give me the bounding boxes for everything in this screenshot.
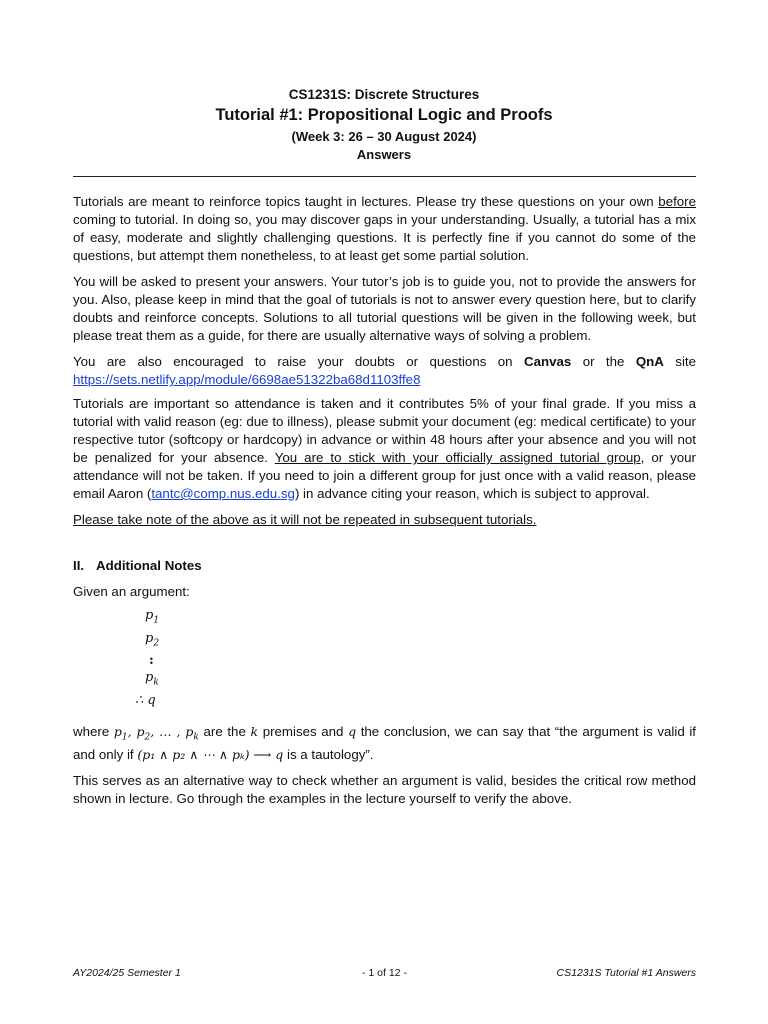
canvas-label: Canvas bbox=[523, 354, 572, 369]
footer-semester: AY2024/25 Semester 1 bbox=[73, 967, 181, 979]
attendance-text-a: Tutorials are important so attendance is taken and it contributes 5% of your final grade. If you miss a tutorial with valid reason (eg: due to illness), please submit your document (eg: medical certificate) to your respective tutor (softcopy or hardcopy) in advance or within 48 hours after your absence and you will not be penalized for your absence. bbox=[73, 396, 696, 465]
premises-list: $p_1$, $p_2$, … , $p_k$ bbox=[113, 723, 199, 743]
doubts-paragraph bbox=[73, 353, 696, 389]
intro-paragraph bbox=[73, 193, 696, 265]
answers-label: Answers bbox=[356, 147, 412, 162]
doubts-text-c: site bbox=[663, 354, 697, 369]
attendance-text-b: , or your attendance will not be taken. If you need to join a different group for just once with a valid reason, please email Aaron ( bbox=[73, 450, 696, 501]
document-header bbox=[0, 86, 768, 163]
doubts-text-b: or the bbox=[571, 354, 636, 369]
q-variable: q bbox=[348, 723, 357, 739]
week-label: (Week 3: 26 – 30 August 2024) bbox=[291, 129, 477, 144]
argument-conclusion: ∴ q bbox=[135, 692, 156, 708]
tutorial-title: Tutorial #1: Propositional Logic and Proofs bbox=[215, 106, 553, 124]
course-title: CS1231S: Discrete Structures bbox=[288, 87, 480, 102]
footer-page-number: - 1 of 12 - bbox=[362, 967, 407, 979]
present-answers-paragraph: You will be asked to present your answers. Your tutor’s job is to guide you, not to provide the answers for you. Also, please keep in mind that the goal of tutorials is not to answer every question here, but to clarify doubts and reinforce concepts. Solutions to all tutorial questions will be given in the following week, but please treat them as a guide, for there are usually alternative ways of solving a problem. bbox=[73, 274, 696, 343]
document-body bbox=[73, 193, 696, 816]
intro-text-b: coming to tutorial. In doing so, you may discover gaps in your understanding. Usually, a tutorial has a mix of easy, moderate and slightly challenging questions. It is perfectly fine if you cannot do some of the questions, but attempt them nonetheless, to at least get some partial solution. bbox=[73, 212, 696, 263]
premise-k: $p_k$ bbox=[145, 670, 159, 688]
k-variable: k bbox=[250, 723, 259, 739]
header-divider bbox=[73, 176, 696, 177]
tautology-formula: (p₁ ∧ p₂ ∧ ⋯ ∧ pₖ) ⟶ q bbox=[137, 747, 284, 763]
alternative-method-paragraph: This serves as an alternative way to check whether an argument is valid, besides the critical row method shown in lecture. Go through the examples in the lecture yourself to verify the above. bbox=[73, 773, 696, 807]
validity-paragraph: where $p_1$, $p_2$, … , $p_k$ are the k premises and q the conclusion, we can say that “the argument is valid if and only if (p₁ ∧ p₂ ∧ ⋯ ∧ pₖ) ⟶ q is a tautology”. bbox=[73, 723, 696, 763]
intro-underlined-before: before bbox=[658, 194, 696, 209]
qna-site-link[interactable]: https://sets.netlify.app/module/6698ae51322ba68d1103ffe8 bbox=[73, 372, 421, 387]
footer-doc-title: CS1231S Tutorial #1 Answers bbox=[556, 967, 696, 979]
intro-text-a: Tutorials are meant to reinforce topics taught in lectures. Please try these questions on your own bbox=[73, 194, 659, 209]
premise-1: $p_1$ bbox=[145, 608, 160, 626]
note-paragraph: Please take note of the above as it will not be repeated in subsequent tutorials. bbox=[73, 512, 537, 527]
section-number: II. bbox=[73, 558, 85, 573]
premise-2: $p_2$ bbox=[145, 630, 160, 649]
section-title: Additional Notes bbox=[96, 558, 202, 573]
qna-label: QnA bbox=[635, 354, 664, 369]
given-argument-text: Given an argument: bbox=[73, 584, 190, 599]
attendance-text-c: ) in advance citing your reason, which is subject to approval. bbox=[294, 486, 650, 501]
doubts-text-a: You are also encouraged to raise your doubts or questions on bbox=[73, 354, 524, 369]
attendance-paragraph bbox=[73, 395, 696, 503]
email-link[interactable]: tantc@comp.nus.edu.sg bbox=[151, 486, 295, 501]
attendance-underlined: You are to stick with your officially assigned tutorial group bbox=[274, 450, 641, 465]
argument-block bbox=[135, 607, 696, 709]
section-heading bbox=[73, 557, 696, 575]
premise-ellipsis: : bbox=[149, 653, 154, 669]
